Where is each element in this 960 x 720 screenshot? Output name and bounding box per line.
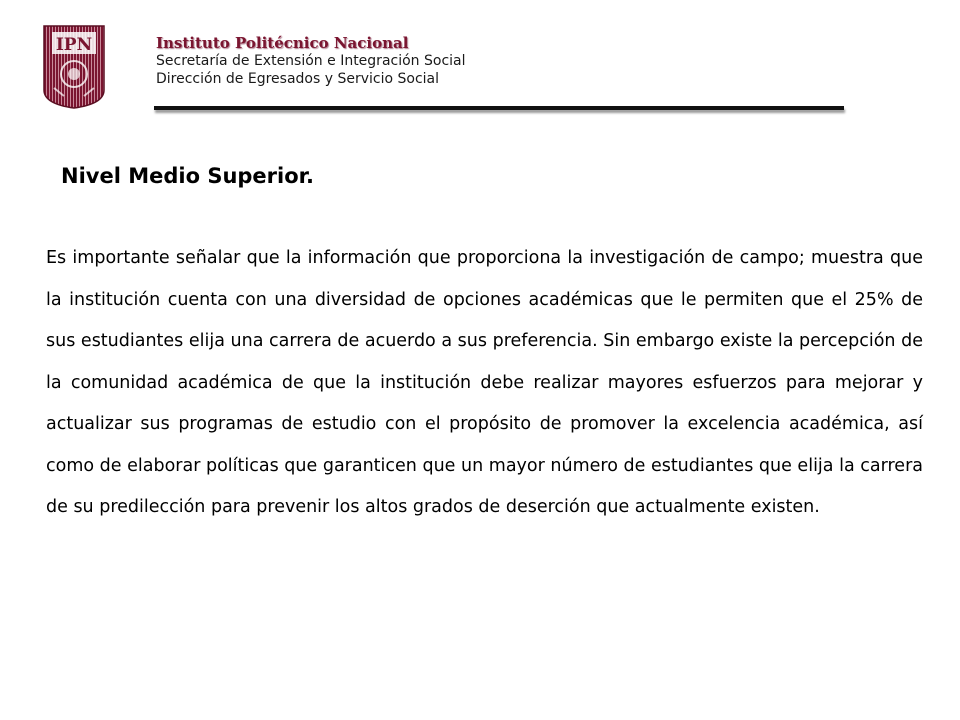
- institution-name: Instituto Politécnico Nacional: [156, 34, 409, 52]
- header-divider: [154, 106, 844, 110]
- body-paragraph: Es importante señalar que la información que proporciona la investigación de campo; muestra que la institución cuenta con una diversidad de opciones académicas que le permiten que el 25% de sus estudiantes elija una carrera de acuerdo a sus preferencia. Sin embargo existe la percepción de la comunidad académica de que la institución debe realizar mayores esfuerzos para mejorar y actualizar sus programas de estudio con el propósito de promover la excelencia académica, así como de elaborar políticas que garanticen que un mayor número de estudiantes que elija la carrera de su predilección para prevenir los altos grados de deserción que actualmente existen.: [46, 248, 923, 517]
- section-title: Nivel Medio Superior.: [61, 164, 314, 188]
- direction-name: Dirección de Egresados y Servicio Social: [156, 71, 439, 87]
- institution-header: [156, 34, 466, 88]
- svg-text:IPN: IPN: [55, 35, 93, 55]
- secretariat-name: Secretaría de Extensión e Integración Social: [156, 53, 466, 69]
- ipn-logo-icon: [40, 24, 108, 110]
